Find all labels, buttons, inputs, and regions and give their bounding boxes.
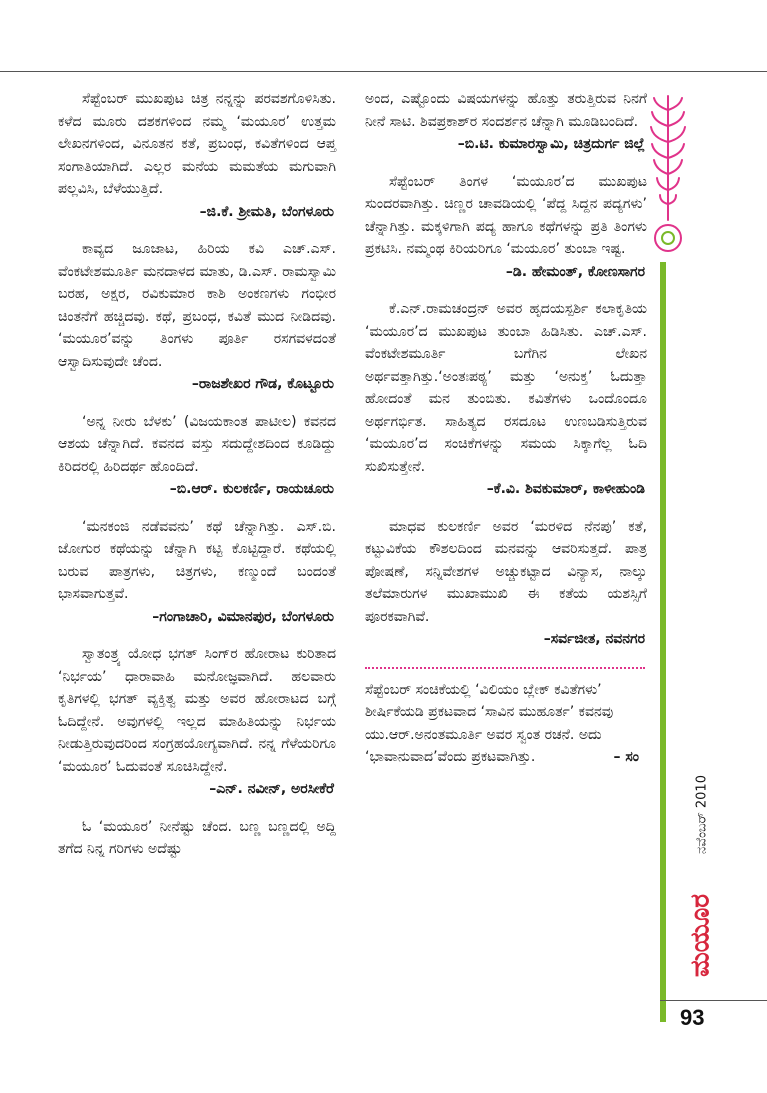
page-number: 93 xyxy=(680,1005,705,1030)
letter-text: ‘ಅನ್ನ ನೀರು ಬೆಳಕು’ (ವಿಜಯಕಾಂತ ಪಾಟೀಲ) ಕವನದ ಆಶಯ ಚೆನ್ನಾಗಿದೆ. ಕವನದ ವಸ್ತು ಸದುದ್ದೇಶದಿಂದ ಕೂಡಿದ್ದು ಕಿರಿದರಲ್ಲಿ ಹಿರಿದರ್ಥ ಹೊಂದಿದೆ. xyxy=(58,413,336,475)
letters-right-column xyxy=(365,88,647,769)
letter-text: ಕೆ.ಎನ್.ರಾಮಚಂದ್ರನ್ ಅವರ ಹೃದಯಸ್ಪರ್ಶಿ ಕಲಾಕೃತಿಯ ‘ಮಯೂರ’ದ ಮುಖಪುಟ ತುಂಬಾ ಹಿಡಿಸಿತು. ಎಚ್.ಎಸ್. ವೆಂಕಟೇಶಮೂರ್ತಿ ಬಗೆಗಿನ ಲೇಖನ ಅರ್ಥವತ್ತಾಗಿತ್ತು.‘ಅಂತಃಪಠ್ಯ’ ಮತ್ತು ‘ಅನುಕ್ತ’ ಓದುತ್ತಾ ಹೋದಂತೆ ಮನ ತುಂಬಿತು. ಕವಿತೆಗಳು ಒಂದೊಂದೂ ಅರ್ಥಗರ್ಭಿತ. ಸಾಹಿತ್ಯದ ರಸದೂಟ ಉಣಬಡಿಸುತ್ತಿರುವ ‘ಮಯೂರ’ದ ಸಂಚಿಕೆಗಳನ್ನು ಸಮಯ ಸಿಕ್ಕಾಗೆಲ್ಲ ಓದಿ ಸುಖಿಸುತ್ತೇನೆ. xyxy=(365,301,647,475)
editor-note xyxy=(365,679,647,769)
letter-text: ‘ಮನಕಂಜಿ ನಡೆವವನು’ ಕಥೆ ಚೆನ್ನಾಗಿತ್ತು. ಎಸ್.ಬಿ. ಜೋಗುರ ಕಥೆಯನ್ನು ಚೆನ್ನಾಗಿ ಕಟ್ಟಿ ಕೊಟ್ಟಿದ್ದಾರೆ. ಕಥೆಯಲ್ಲಿ ಬರುವ ಪಾತ್ರಗಳು, ಚಿತ್ರಗಳು, ಕಣ್ಮುಂದೆ ಬಂದಂತೆ ಭಾಸವಾಗುತ್ತವೆ. xyxy=(58,518,336,602)
issue-date xyxy=(692,772,712,862)
letter-signature: –ಡಿ. ಹೇಮಂತ್, ಕೋಣಸಾಗರ xyxy=(505,263,645,280)
letter xyxy=(58,88,336,223)
letter xyxy=(58,516,336,629)
letter xyxy=(58,411,336,501)
letter-signature: –ಜಿ.ಕೆ. ಶ್ರೀಮತಿ, ಬೆಂಗಳೂರು xyxy=(199,203,334,220)
letter-signature: –ರಾಜಶೇಖರ ಗೌಡ, ಕೊಟ್ಟೂರು xyxy=(191,376,334,392)
letter-text: ಮಾಧವ ಕುಲಕರ್ಣಿ ಅವರ ‘ಮರಳಿದ ನೆನಪು’ ಕತೆ, ಕಟ್ಟುವಿಕೆಯ ಕೌಶಲದಿಂದ ಮನವನ್ನು ಆವರಿಸುತ್ತದೆ. ಪಾತ್ರ ಪೋಷಣೆ, ಸನ್ನಿವೇಶಗಳ ಅಚ್ಚುಕಟ್ಟಾದ ವಿನ್ಯಾಸ, ನಾಲ್ಕು ತಲೆಮಾರುಗಳ ಮುಖಾಮುಖಿ ಈ ಕತೆಯ ಯಶಸ್ಸಿಗೆ ಪೂರಕವಾಗಿವೆ. xyxy=(365,518,647,625)
letter xyxy=(365,171,647,284)
magazine-logo-text: ಮಯೂರ xyxy=(685,894,716,977)
letter-signature: –ಕೆ.ವಿ. ಶಿವಕುಮಾರ್, ಕಾಳೀಹುಂಡಿ xyxy=(486,481,645,497)
letters-left-column xyxy=(58,88,336,861)
letter xyxy=(365,516,647,651)
letter-text: ಸೆಪ್ಟೆಂಬರ್ ಮುಖಪುಟ ಚಿತ್ರ ನನ್ನನ್ನು ಪರವಶಗೊಳಿಸಿತು. ಕಳೆದ ಮೂರು ದಶಕಗಳಿಂದ ನಮ್ಮ ‘ಮಯೂರ’ ಉತ್ತಮ ಲೇಖನಗಳಿಂದ, ವಿನೂತನ ಕತೆ, ಪ್ರಬಂಧ, ಕವಿತೆಗಳಿಂದ ಆಪ್ತ ಸಂಗಾತಿಯಾಗಿದೆ. ಎಲ್ಲರ ಮನೆಯ ಮಮತೆಯ ಮಗುವಾಗಿ ಪಲ್ಲವಿಸಿ, ಬೆಳೆಯುತ್ತಿದೆ. xyxy=(58,91,336,197)
floral-ornament-icon xyxy=(648,92,688,262)
letter-signature: –ಗಂಗಾಚಾರಿ, ವಿಮಾನಪುರ, ಬೆಂಗಳೂರು xyxy=(152,608,334,625)
letter-text: ಸ್ವಾತಂತ್ರ್ಯ ಯೋಧ ಭಗತ್ ಸಿಂಗ್‌ರ ಹೋರಾಟ ಕುರಿತಾದ ‘ನಿರ್ಭಯ’ ಧಾರಾವಾಹಿ ಮನೋಜ್ಞವಾಗಿದೆ. ಹಲವಾರು ಕೃತಿಗಳಲ್ಲಿ ಭಗತ್ ವ್ಯಕ್ತಿತ್ವ ಮತ್ತು ಅವರ ಹೋರಾಟದ ಬಗ್ಗೆ ಓದಿದ್ದೇನೆ. ಅವುಗಳಲ್ಲಿ ಇಲ್ಲದ ಮಾಹಿತಿಯನ್ನು ನಿರ್ಭಯ ನೀಡುತ್ತಿರುವುದರಿಂದ ಸಂಗ್ರಹಯೋಗ್ಯವಾಗಿದೆ. ನನ್ನ ಗೆಳೆಯರಿಗೂ ‘ಮಯೂರ’ ಓದುವಂತೆ ಸೂಚಿಸಿದ್ದೇನೆ. xyxy=(58,646,336,775)
letter-text: ಕಾವ್ಯದ ಜೂಜಾಟ, ಹಿರಿಯ ಕವಿ ಎಚ್.ಎಸ್. ವೆಂಕಟೇಶಮೂರ್ತಿ ಮನದಾಳದ ಮಾತು, ಡಿ.ಎಸ್. ರಾಮಸ್ವಾಮಿ ಬರಹ, ಅಕ್ಷರ, ರವಿಕುಮಾರ ಕಾಶಿ ಅಂಕಣಗಳು ಗಂಭೀರ ಚಿಂತನೆಗೆ ಹಚ್ಚಿದವು. ಕಥೆ, ಪ್ರಬಂಧ, ಕವಿತೆ ಮುದ ನೀಡಿದವು. ‘ಮಯೂರ’ವನ್ನು ತಿಂಗಳು ಪೂರ್ತಿ ರಸಗವಳದಂತೆ ಆಸ್ವಾದಿಸುವುದೇ ಚೆಂದ. xyxy=(58,241,336,370)
letter-text: ಅಂದ, ಎಷ್ಟೊಂದು ವಿಷಯಗಳನ್ನು ಹೊತ್ತು ತರುತ್ತಿರುವ ನಿನಗೆ ನೀನೆ ಸಾಟಿ. ಶಿವಪ್ರಕಾಶ್‌ರ ಸಂದರ್ಶನ ಚೆನ್ನಾಗಿ ಮೂಡಿಬಂದಿದೆ. xyxy=(365,91,647,130)
top-rule xyxy=(0,71,767,72)
letter-text: ಸೆಪ್ಟೆಂಬರ್ ತಿಂಗಳ ‘ಮಯೂರ’ದ ಮುಖಪುಟ ಸುಂದರವಾಗಿತ್ತು. ಚಿಣ್ಣರ ಚಾವಡಿಯಲ್ಲಿ ‘ಪೆದ್ದ ಸಿದ್ದನ ಪದ್ಯಗಳು’ ಚೆನ್ನಾಗಿತ್ತು. ಮಕ್ಕಳಿಗಾಗಿ ಪದ್ಯ ಹಾಗೂ ಕಥೆಗಳನ್ನು ಪ್ರತಿ ತಿಂಗಳು ಪ್ರಕಟಿಸಿ. ನಮ್ಮಂಥ ಕಿರಿಯರಿಗೂ ‘ಮಯೂರ’ ತುಂಬಾ ಇಷ್ಟ. xyxy=(365,173,647,257)
letter-text-continued: ಓ ‘ಮಯೂರ’ ನೀನೆಷ್ಟು ಚೆಂದ. ಬಣ್ಣ ಬಣ್ಣದಲ್ಲಿ ಅದ್ದಿ ತಗೆದ ನಿನ್ನ ಗರಿಗಳು ಅದೆಷ್ಟು xyxy=(58,818,336,857)
letter-signature: –ಎನ್. ನವೀನ್, ಅರಸೀಕೆರೆ xyxy=(209,781,334,797)
editor-note-signature: – ಸಂ xyxy=(613,749,639,765)
letter xyxy=(58,643,336,801)
issue-date-text: ನವೆಂಬರ್ 2010 xyxy=(694,775,710,854)
letter-continuation xyxy=(365,88,647,156)
letter xyxy=(58,238,336,396)
editor-note-text: ಸೆಪ್ಟೆಂಬರ್ ಸಂಚಿಕೆಯಲ್ಲಿ ‘ವಿಲಿಯಂ ಬ್ಲೇಕ್ ಕವಿತೆಗಳು’ ಶೀರ್ಷಿಕೆಯಡಿ ಪ್ರಕಟವಾದ ‘ಸಾವಿನ ಮುಹೂರ್ತ’ ಕವನವು ಯು.ಆರ್.ಅನಂತಮೂರ್ತಿ ಅವರ ಸ್ವಂತ ರಚನೆ. ಅದು ‘ಭಾವಾನುವಾದ’ವೆಂದು ಪ್ರಕಟವಾಗಿತ್ತು. xyxy=(365,681,614,765)
letter-signature: –ಬಿ.ಆರ್. ಕುಲಕರ್ಣಿ, ರಾಯಚೂರು xyxy=(169,481,334,497)
dotted-separator xyxy=(365,667,645,669)
green-side-rule xyxy=(660,262,666,1022)
letter-signature: –ಬಿ.ಟಿ. ಕುಮಾರಸ್ವಾಮಿ, ಚಿತ್ರದುರ್ಗ ಜಿಲ್ಲೆ xyxy=(457,136,645,152)
magazine-logo xyxy=(681,880,721,990)
page-number-rule xyxy=(660,1000,767,1001)
letter xyxy=(365,298,647,501)
letter-signature: –ಸರ್ವಜೀತ, ನವನಗರ xyxy=(543,631,645,647)
